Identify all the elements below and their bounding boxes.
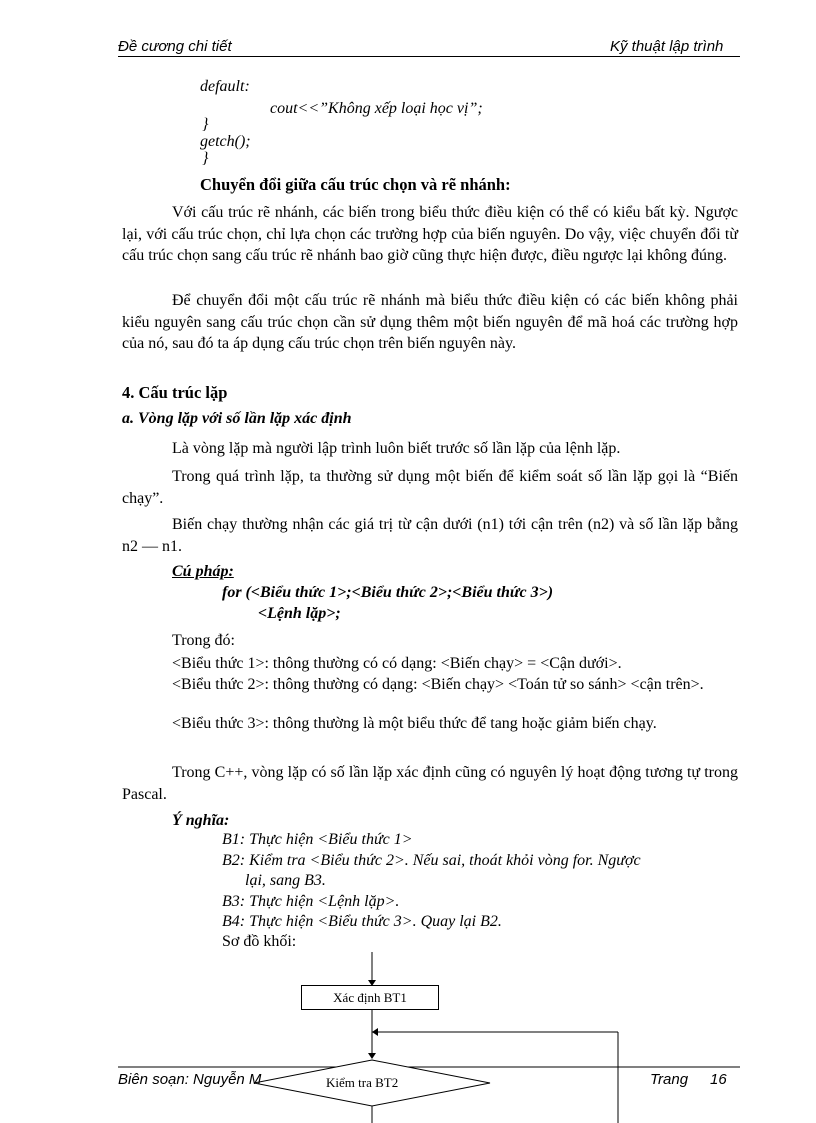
meaning-step-b2: B2: Kiểm tra <Biểu thức 2>. Nếu sai, thoát khỏi vòng for. Ngược (222, 852, 641, 869)
meaning-step-b4: B4: Thực hiện <Biểu thức 3>. Quay lại B2. (222, 913, 502, 930)
code-line-brace1: } (202, 116, 209, 133)
meaning-label: Ý nghĩa: (172, 812, 230, 829)
where-cpp-note: Trong C++, vòng lặp có số lần lặp xác định cũng có nguyên lý hoạt động tương tự trong Pascal. (122, 764, 738, 803)
header-left: Đề cương chi tiết (118, 38, 232, 55)
where-expr-1: <Biểu thức 1>: thông thường có có dạng: <Biến chạy> = <Cận dưới>. (172, 655, 622, 672)
section-convert-paragraph-2: Để chuyển đổi một cấu trúc rẽ nhánh mà biểu thức điều kiện có các biến không phải kiểu nguyên sang cấu trúc chọn cần sử dụng thêm một biến nguyên để mã hoá các trường hợp của nó, sau đó ta áp dụng cấu trúc chọn trên biến nguyên này. (122, 292, 738, 352)
code-line-brace2: } (202, 150, 209, 167)
code-line-cout: cout<<”Không xếp loại học vị”; (270, 100, 483, 117)
header-right: Kỹ thuật lập trình (610, 38, 724, 55)
section-4-paragraph-2: Trong quá trình lặp, ta thường sử dụng một biến để kiểm soát số lần lặp gọi là “Biến chạy”. (122, 468, 738, 507)
flow-arrowhead-diamond (368, 1053, 376, 1059)
section-4-title: 4. Cấu trúc lặp (122, 383, 228, 402)
syntax-label: Cú pháp: (172, 563, 234, 580)
flow-box-init: Xác định BT1 (301, 985, 439, 1010)
syntax-line-1: for (<Biểu thức 1>;<Biểu thức 2>;<Biểu thức 3>) (222, 584, 554, 601)
section-convert-paragraph-1: Với cấu trúc rẽ nhánh, các biến trong biểu thức điều kiện có thể có kiểu bất kỳ. Ngược lại, với cấu trúc chọn, chỉ lựa chọn các trường hợp của biến nguyên. Do vậy, việc chuyển đổi từ cấu trúc chọn sang cấu trúc rẽ nhánh bao giờ cũng thực hiện được, điều ngược lại không đúng. (122, 204, 738, 264)
section-4a-title: a. Vòng lặp với số lần lặp xác định (122, 410, 352, 427)
meaning-step-b3: B3: Thực hiện <Lệnh lặp>. (222, 893, 400, 910)
meaning-step-b1: B1: Thực hiện <Biểu thức 1> (222, 831, 413, 848)
code-line-getch: getch(); (200, 133, 251, 150)
section-4-paragraph-3: Biến chạy thường nhận các giá trị từ cận dưới (n1) tới cận trên (n2) và số lần lặp bằng n2 — n1. (122, 516, 738, 555)
section-convert-title: Chuyển đổi giữa cấu trúc chọn và rẽ nhánh: (200, 175, 511, 194)
syntax-line-2: <Lệnh lặp>; (258, 605, 341, 622)
footer-page-label: Trang (650, 1071, 689, 1088)
section-4-paragraph-1: Là vòng lặp mà người lập trình luôn biết trước số lần lặp của lệnh lặp. (172, 440, 621, 457)
where-expr-3: <Biểu thức 3>: thông thường là một biểu thức để tang hoặc giảm biến chạy. (172, 715, 657, 732)
footer-left: Biên soạn: Nguyễn M (118, 1071, 262, 1088)
flow-arrowhead-loop (372, 1028, 378, 1036)
code-line-default: default: (200, 78, 250, 95)
where-intro: Trong đó: (172, 632, 235, 649)
diagram-label: Sơ đồ khối: (222, 933, 297, 950)
footer-page-number: 16 (710, 1071, 727, 1088)
meaning-step-b2-cont: lại, sang B3. (245, 872, 326, 889)
flow-diamond-label: Kiểm tra BT2 (326, 1075, 399, 1090)
where-expr-2: <Biểu thức 2>: thông thường có dạng: <Biến chạy> <Toán tử so sánh> <cận trên>. (172, 676, 704, 693)
